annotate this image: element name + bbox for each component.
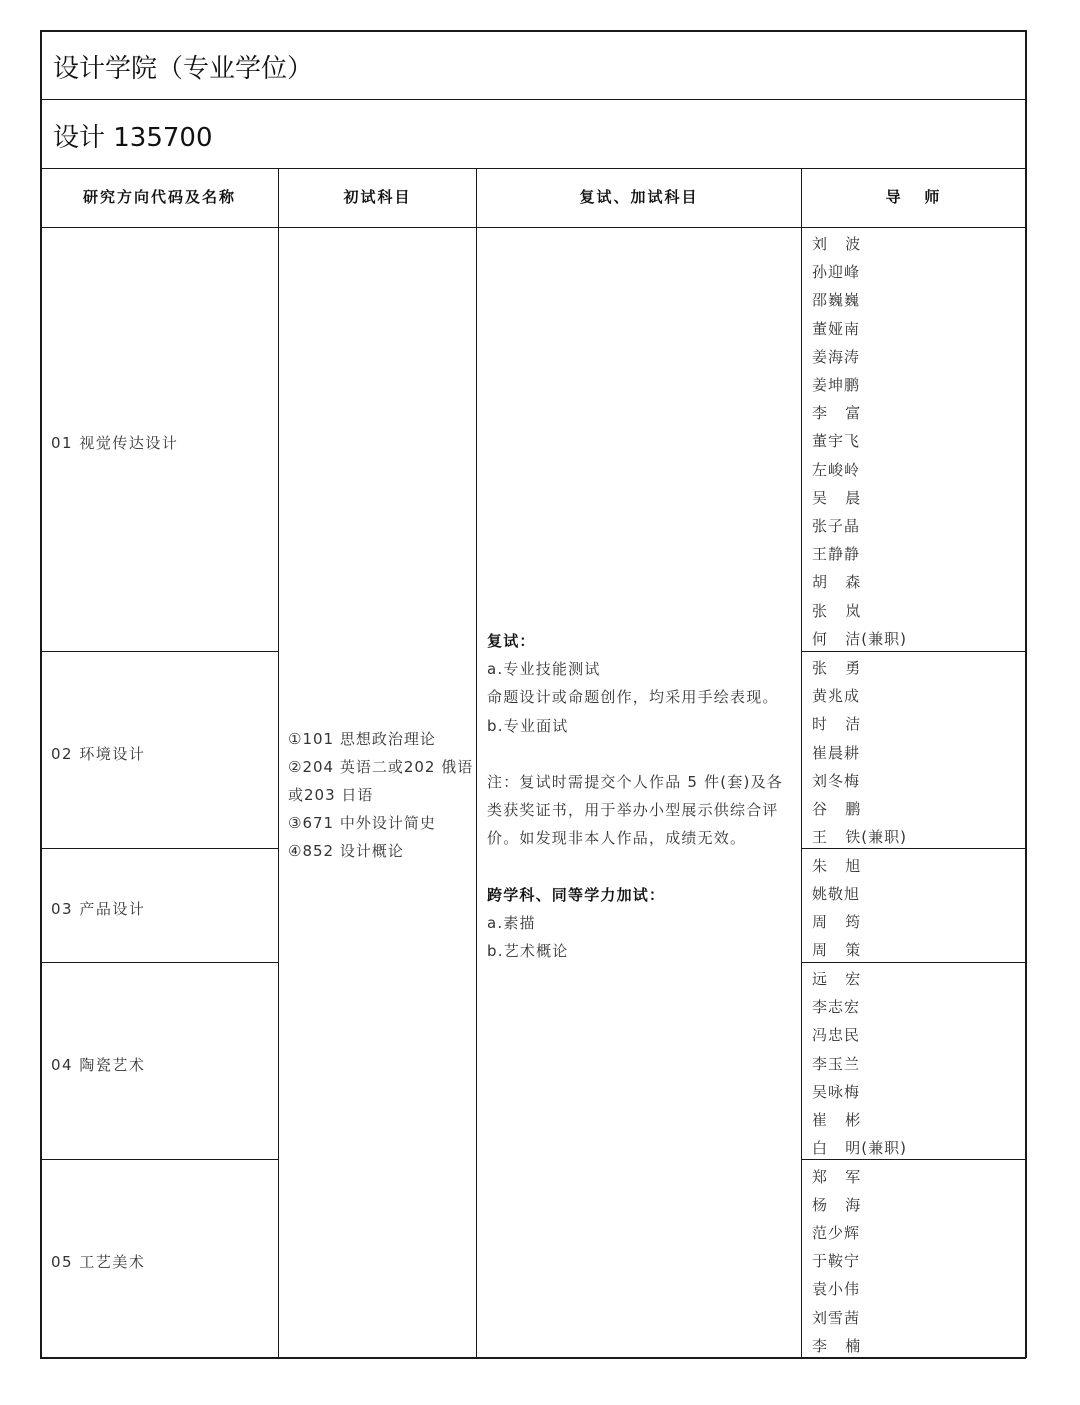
tutor-name: 谷 鹏 xyxy=(812,800,862,818)
table-border-top xyxy=(40,30,1026,32)
tutor-name: 孙迎峰 xyxy=(812,263,861,282)
tutor-name: 姜海涛 xyxy=(812,347,861,366)
initial-exam-item: ①101 思想政治理论 xyxy=(288,730,436,748)
tutor-name: 李 富 xyxy=(812,404,862,423)
retest-note: 价。如发现非本人作品，成绩无效。 xyxy=(487,829,747,848)
tutor-name: 邵巍巍 xyxy=(812,291,861,310)
direction-03: 03 产品设计 xyxy=(51,900,146,918)
tutor-name: 范少辉 xyxy=(812,1223,861,1242)
tutor-name: 周 策 xyxy=(812,941,862,960)
tutor-name: 刘冬梅 xyxy=(812,771,861,790)
column-header-direction: 研究方向代码及名称 xyxy=(82,188,236,206)
column-header-retest: 复试、加试科目 xyxy=(579,188,699,206)
retest-block xyxy=(487,627,797,965)
direction-05: 05 工艺美术 xyxy=(51,1253,146,1271)
tutor-name: 黄兆成 xyxy=(812,687,861,706)
direction-04: 04 陶瓷艺术 xyxy=(51,1056,146,1074)
tutor-name: 刘 波 xyxy=(812,235,862,253)
table-border-bottom xyxy=(40,1357,1026,1359)
row-divider-3 xyxy=(40,227,1026,228)
retest-item: a.专业技能测试 xyxy=(487,660,601,679)
direction-02: 02 环境设计 xyxy=(51,745,146,763)
column-header-initial-exam: 初试科目 xyxy=(343,188,412,206)
tutor-name: 白 明(兼职) xyxy=(812,1139,908,1158)
initial-exam-item: ②204 英语二或202 俄语 xyxy=(288,758,474,776)
initial-exam-list xyxy=(288,725,474,865)
tutor-name: 冯忠民 xyxy=(812,1026,861,1045)
tutor-name: 杨 海 xyxy=(812,1195,862,1214)
direction-divider-1 xyxy=(40,651,279,652)
retest-item: b.专业面试 xyxy=(487,716,569,735)
tutor-name: 吴 晨 xyxy=(812,488,862,507)
tutor-name: 李玉兰 xyxy=(812,1054,861,1073)
tutor-name: 胡 森 xyxy=(812,573,862,592)
retest-item: 命题设计或命题创作，均采用手绘表现。 xyxy=(487,688,779,707)
tutor-name: 何 洁(兼职) xyxy=(812,629,908,648)
col-divider-1 xyxy=(278,168,279,1358)
major-title: 设计 135700 xyxy=(53,123,213,153)
tutor-name: 姚敬旭 xyxy=(812,884,861,903)
tutor-name: 董宇飞 xyxy=(812,432,861,451)
tutor-name: 刘雪茜 xyxy=(812,1308,861,1327)
direction-divider-2 xyxy=(40,848,279,849)
tutor-name: 左峻岭 xyxy=(812,460,861,479)
column-header-tutors: 导 师 xyxy=(885,188,942,206)
tutor-name: 郑 军 xyxy=(812,1167,862,1186)
initial-exam-item: 或203 日语 xyxy=(288,786,374,804)
row-divider-1 xyxy=(40,99,1026,100)
tutor-name: 崔 彬 xyxy=(812,1111,862,1129)
tutor-name: 吴咏梅 xyxy=(812,1082,861,1101)
extra-exam-item: a.素描 xyxy=(487,914,536,932)
tutor-name: 王 铁(兼职) xyxy=(812,828,908,847)
tutor-name: 周 筠 xyxy=(812,912,862,931)
tutor-name: 朱 旭 xyxy=(812,856,862,875)
tutor-name: 张 岚 xyxy=(812,601,862,620)
tutor-name: 崔晨耕 xyxy=(812,743,861,762)
tutor-name: 时 洁 xyxy=(812,715,862,734)
col-divider-3 xyxy=(801,168,802,1358)
initial-exam-item: ④852 设计概论 xyxy=(288,842,404,860)
initial-exam-item: ③671 中外设计简史 xyxy=(288,814,436,832)
tutor-name: 袁小伟 xyxy=(812,1280,861,1299)
extra-exam-item: b.艺术概论 xyxy=(487,942,569,961)
col-divider-2 xyxy=(476,168,477,1358)
tutor-name: 张 勇 xyxy=(812,659,862,677)
retest-note: 类获奖证书，用于举办小型展示供综合评 xyxy=(487,801,779,820)
college-title: 设计学院（专业学位） xyxy=(53,54,314,84)
tutor-name: 远 宏 xyxy=(812,970,862,988)
tutor-name: 于鞍宁 xyxy=(812,1252,861,1271)
tutor-name: 姜坤鹏 xyxy=(812,376,861,394)
direction-divider-4 xyxy=(40,1159,279,1160)
tutor-name: 董娅南 xyxy=(812,319,861,338)
direction-divider-3 xyxy=(40,962,279,963)
retest-title: 复试： xyxy=(487,632,536,650)
extra-exam-title: 跨学科、同等学力加试： xyxy=(487,885,666,904)
tutor-name: 李志宏 xyxy=(812,998,861,1017)
tutor-name: 王静静 xyxy=(812,545,861,564)
direction-01: 01 视觉传达设计 xyxy=(51,434,179,452)
tutor-name: 张子晶 xyxy=(812,517,861,535)
retest-note: 注：复试时需提交个人作品 5 件(套)及各 xyxy=(487,773,783,791)
tutor-name: 李 楠 xyxy=(812,1336,862,1355)
